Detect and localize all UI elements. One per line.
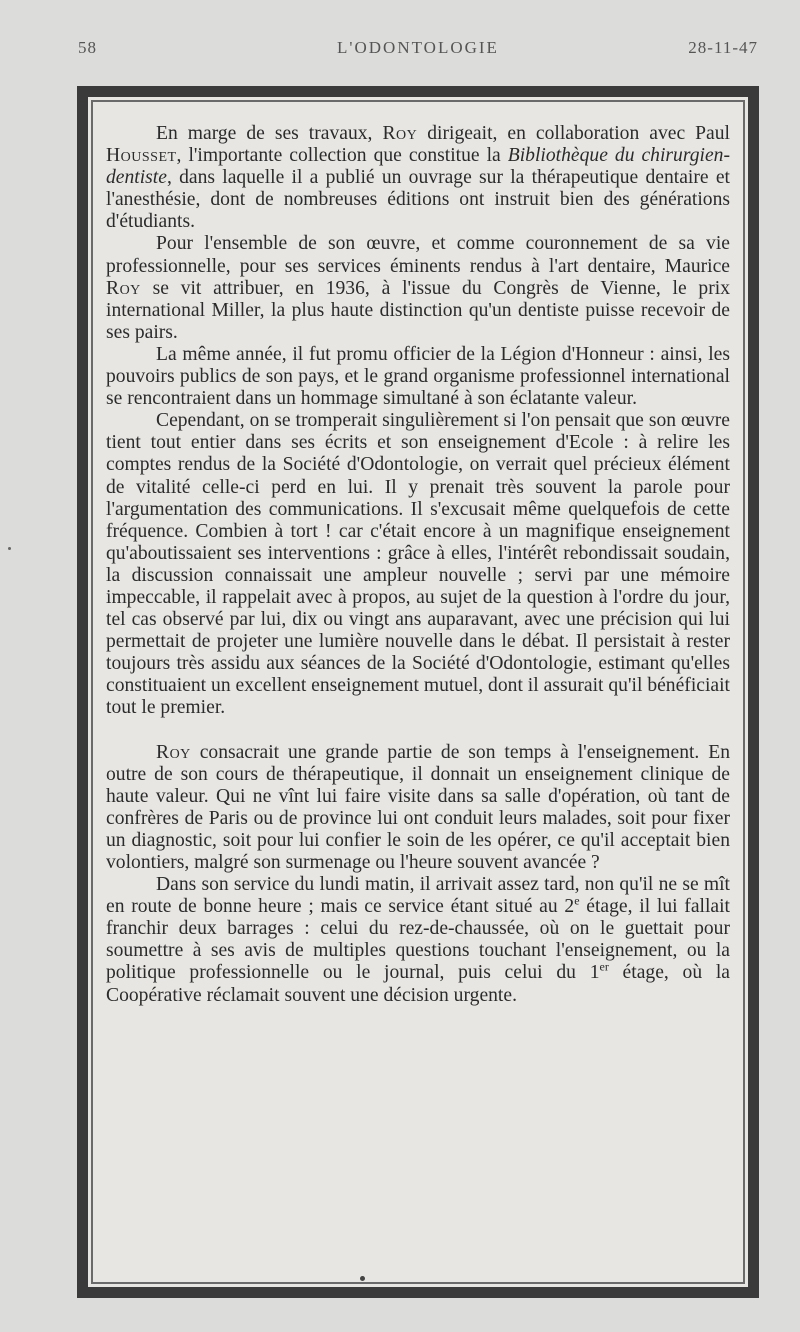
page-number: 58 bbox=[78, 38, 97, 57]
article-body bbox=[106, 123, 730, 1007]
paragraph-3: La même année, il fut promu officier de la Légion d'Honneur : ainsi, les pouvoirs publics de son pays, et le grand organisme professionnel international se rencontraient dans un hommage simultané à son éclatante valeur. bbox=[106, 343, 730, 410]
issue-date: 28-11-47 bbox=[688, 38, 758, 57]
paragraph-1: En marge de ses travaux, Roy dirigeait, en collaboration avec Paul Housset, l'importante collection que constitue la Bibliothèque du chirurgien-dentiste, dans laquelle il a publié un ouvrage sur la thérapeutique dentaire et l'anesthésie, dont de nombreuses éditions ont instruit bien des générations d'étudiants. bbox=[106, 123, 731, 233]
paragraph-6: Dans son service du lundi matin, il arrivait assez tard, non qu'il ne se mît en route de bonne heure ; mais ce service étant situé au 2e étage, il lui fallait franchir deux barrages : celui du rez-de-chaussée, où on le guettait pour soumettre à ses avis de multiples questions touchant l'enseignement, ou la politique professionnelle ou le journal, puis celui du 1er étage, où la Coopérative réclamait souvent une décision urgente. bbox=[106, 874, 730, 1006]
paragraph-5: Roy consacrait une grande partie de son temps à l'enseignement. En outre de son cours de thérapeutique, il donnait un enseignement clinique de haute valeur. Qui ne vînt lui faire visite dans sa salle d'opération, où tant de confrères de Paris ou de province lui ont conduit leurs malades, soit pour fixer un diagnostic, soit pour lui confier le soin de les opérer, ce qu'il acceptait bien volontiers, malgré son surmenage ou l'heure souvent avancée ? bbox=[106, 741, 730, 873]
person-name: Housset bbox=[106, 145, 177, 167]
person-name: Roy bbox=[156, 741, 191, 763]
paragraph-4: Cependant, on se tromperait singulièrement si l'on pensait que son œuvre tient tout entier dans ses écrits et son enseignement d'Ecole : à relire les comptes rendus de la Société d'Odontologie, on verrait quel précieux élément de vitalité celle-ci perd en lui. Il y prenait très souvent la parole pour l'argumentation des communications. Il s'excusait même quelquefois de cette fréquence. Combien à tort ! car c'était encore à un magnifique enseignement qu'aboutissaient ses interventions : grâce à elles, l'intérêt rebondissait soudain, la discussion connaissait une ampleur nouvelle ; servi par une mémoire impeccable, il rappelait avec à propos, au sujet de la question à l'ordre du jour, tel cas observé par lui, dix ou vingt ans auparavant, avec une précision qui lui permettait de projeter une lumière nouvelle dans le débat. Il persistait à rester toujours très assidu aux séances de la Société d'Odontologie, estimant qu'elles constituaient un excellent enseignement mutuel, dont il assurait qu'il bénéficiait tout le premier. bbox=[106, 410, 730, 719]
book-title: Bibliothèque du chirurgien-dentiste bbox=[106, 145, 731, 189]
margin-mark bbox=[8, 547, 11, 550]
paragraph-2: Pour l'ensemble de son œuvre, et comme couronnement de sa vie professionnelle, pour ses services éminents rendus à l'art dentaire, Maurice Roy se vit attribuer, en 1936, à l'issue du Congrès de Vienne, le prix international Miller, la plus haute distinction qu'un dentiste puisse recevoir de ses pairs. bbox=[106, 233, 730, 343]
person-name: Roy bbox=[106, 277, 141, 299]
journal-title: L'ODONTOLOGIE bbox=[337, 38, 499, 57]
obituary-frame bbox=[77, 86, 759, 1298]
running-head bbox=[78, 38, 758, 62]
ornament-dot bbox=[360, 1276, 365, 1281]
person-name: Roy bbox=[382, 123, 418, 144]
